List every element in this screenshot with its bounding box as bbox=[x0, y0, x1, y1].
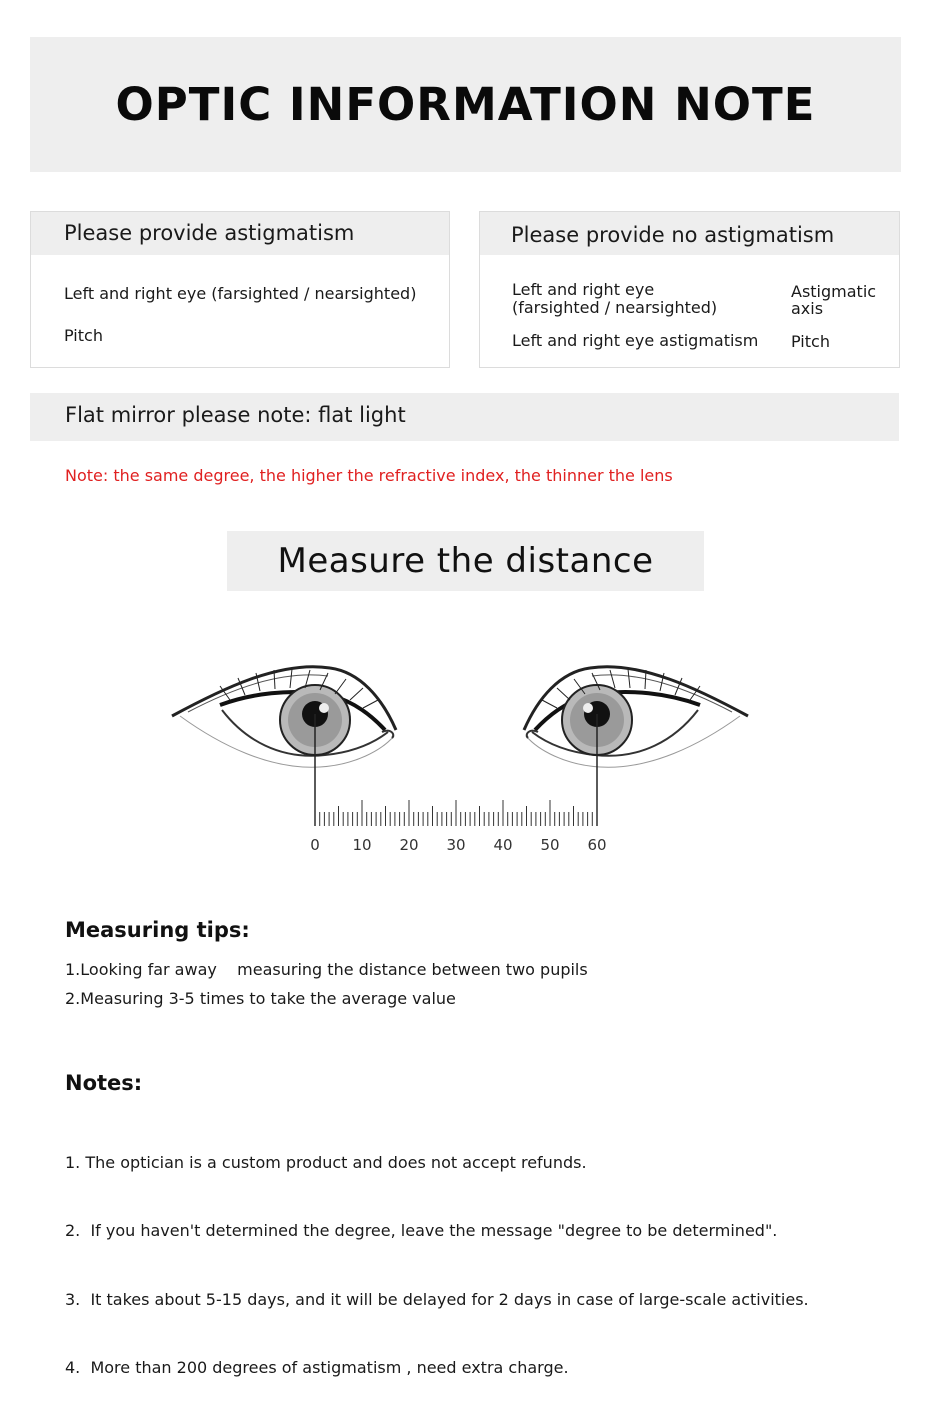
card-astigmatism-line2: Pitch bbox=[64, 326, 103, 345]
card-no-astigmatism bbox=[479, 211, 900, 368]
measure-banner bbox=[227, 531, 704, 591]
card-no-astigmatism-header bbox=[480, 212, 899, 255]
ruler-label: 10 bbox=[352, 836, 372, 854]
measuring-tips-title: Measuring tips: bbox=[65, 918, 250, 942]
left-eye-illustration bbox=[172, 667, 396, 768]
card-astigmatism bbox=[30, 211, 450, 368]
header-banner bbox=[30, 37, 901, 172]
ruler-label: 50 bbox=[540, 836, 560, 854]
card-no-astigmatism-title: Please provide no astigmatism bbox=[511, 223, 835, 247]
measure-title: Measure the distance bbox=[277, 541, 654, 581]
tip-item-1: 1.Looking far away measuring the distance between two pupils bbox=[65, 960, 588, 979]
ruler-label: 20 bbox=[399, 836, 419, 854]
page-title: OPTIC INFORMATION NOTE bbox=[115, 78, 816, 131]
card-no-astigmatism-pitch: Pitch bbox=[791, 332, 830, 351]
note-item-1: 1. The optician is a custom product and does not accept refunds. bbox=[65, 1153, 587, 1172]
card-no-astigmatism-line1a: Left and right eye bbox=[512, 280, 655, 299]
notes-list bbox=[65, 1116, 809, 1408]
ruler-label: 30 bbox=[446, 836, 466, 854]
card-astigmatism-header bbox=[31, 212, 449, 255]
ruler-ticks bbox=[315, 800, 597, 826]
card-no-astigmatism-axis-a: Astigmatic bbox=[791, 282, 877, 301]
card-no-astigmatism-line2: Left and right eye astigmatism bbox=[512, 331, 759, 350]
right-eye-illustration bbox=[524, 667, 748, 768]
tip-item-2: 2.Measuring 3-5 times to take the average value bbox=[65, 989, 456, 1008]
note-item-3: 3. It takes about 5-15 days, and it will be delayed for 2 days in case of large-scale activities. bbox=[65, 1289, 809, 1309]
ruler-label: 60 bbox=[587, 836, 607, 854]
card-astigmatism-title: Please provide astigmatism bbox=[64, 221, 355, 245]
ruler-label: 40 bbox=[493, 836, 513, 854]
pupil-distance-illustration bbox=[160, 650, 760, 865]
ruler-label: 0 bbox=[310, 836, 320, 854]
card-no-astigmatism-axis-b: axis bbox=[791, 299, 824, 318]
card-astigmatism-line1: Left and right eye (farsighted / nearsighted) bbox=[64, 284, 417, 303]
refractive-index-note: Note: the same degree, the higher the refractive index, the thinner the lens bbox=[65, 466, 673, 485]
card-no-astigmatism-line1b: (farsighted / nearsighted) bbox=[512, 298, 718, 317]
flat-mirror-banner bbox=[30, 393, 899, 441]
note-item-2: 2. If you haven't determined the degree, leave the message "degree to be determined". bbox=[65, 1221, 778, 1241]
flat-mirror-text: Flat mirror please note: flat light bbox=[65, 403, 406, 427]
notes-title: Notes: bbox=[65, 1071, 143, 1095]
note-item-4: 4. More than 200 degrees of astigmatism , need extra charge. bbox=[65, 1357, 569, 1377]
ruler-labels bbox=[310, 836, 606, 854]
